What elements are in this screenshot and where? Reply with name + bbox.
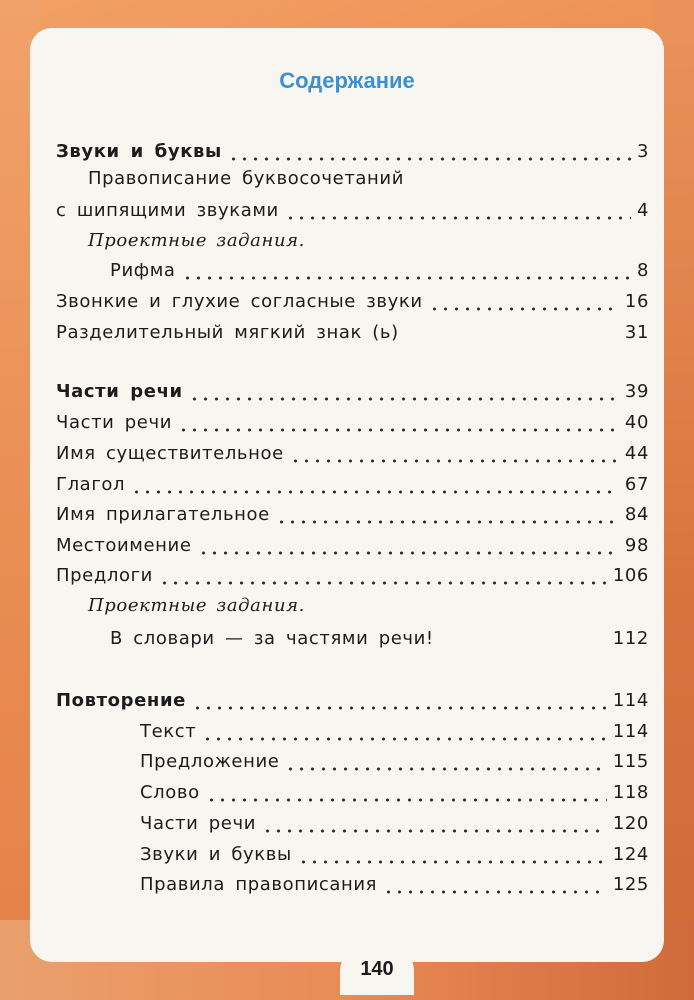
toc-entry-page: 125 — [612, 874, 649, 895]
toc-entry-page: 8 — [636, 260, 649, 281]
toc-entry[interactable] — [140, 809, 649, 837]
toc-entry-page: 114 — [612, 721, 649, 742]
toc-entry[interactable] — [56, 408, 649, 436]
toc-entry[interactable] — [56, 686, 649, 714]
leader-dots — [285, 751, 606, 771]
toc-entry[interactable] — [140, 778, 649, 806]
leader-dots — [159, 565, 607, 585]
toc-entry-title: Имя существительное — [56, 443, 284, 464]
toc-entry-title: Глагол — [56, 474, 126, 495]
toc-entry[interactable] — [56, 561, 649, 589]
toc-entry-title: Части речи — [56, 381, 183, 402]
leader-dots — [298, 844, 607, 864]
toc-entry[interactable] — [140, 717, 649, 745]
toc-entry[interactable] — [56, 531, 649, 559]
toc-entry-title: Звуки и буквы — [56, 141, 222, 162]
toc-entry[interactable] — [56, 470, 649, 498]
page-number: 140 — [340, 947, 414, 995]
toc-entry-page: 118 — [612, 782, 649, 803]
toc-entry-page: 112 — [612, 628, 649, 649]
toc-entry-title: Предлоги — [56, 565, 153, 586]
toc-entry-title: Звуки и буквы — [140, 844, 292, 865]
leader-dots — [198, 535, 619, 555]
toc-entry-page: 114 — [612, 690, 649, 711]
toc-entry-title: Рифма — [110, 260, 176, 281]
leader-dots — [192, 690, 607, 710]
leader-dots — [383, 874, 607, 894]
toc-entry-page: 98 — [624, 535, 649, 556]
toc-entry-title: Правила правописания — [140, 874, 378, 895]
toc-entry-title: Звонкие и глухие согласные звуки — [56, 291, 423, 312]
toc-entry[interactable] — [110, 256, 649, 284]
leader-dots — [189, 381, 619, 401]
toc-entry-title: Правописание буквосочетаний — [88, 168, 405, 189]
leader-space — [405, 322, 619, 342]
toc-entry-page: 120 — [612, 813, 649, 834]
toc-entry[interactable] — [56, 318, 649, 346]
toc-entry-page: 67 — [624, 474, 649, 495]
toc-entry-page: 39 — [624, 381, 649, 402]
toc-entry[interactable] — [56, 439, 649, 467]
toc-entry-title: Местоимение — [56, 535, 192, 556]
toc-entry-page: 84 — [624, 504, 649, 525]
leader-dots — [206, 782, 607, 802]
leader-dots — [285, 200, 631, 220]
leader-dots — [276, 504, 619, 524]
leader-dots — [202, 721, 607, 741]
toc-entry-page: 16 — [624, 291, 649, 312]
project-heading: Проектные задания. — [88, 595, 305, 616]
toc-entry-page: 124 — [612, 844, 649, 865]
toc-entry-title: с шипящими звуками — [56, 200, 279, 221]
project-heading: Проектные задания. — [88, 230, 305, 251]
toc-entry-title: Слово — [140, 782, 200, 803]
page-title: Содержание — [279, 68, 415, 93]
leader-dots — [228, 141, 631, 161]
leader-dots — [178, 412, 619, 432]
toc-entry[interactable] — [56, 137, 649, 165]
toc-entry-title: Имя прилагательное — [56, 504, 270, 525]
leader-dots — [131, 474, 619, 494]
toc-entry-title: Повторение — [56, 690, 186, 711]
toc-entry-title: Части речи — [140, 813, 257, 834]
toc-entry-page: 40 — [624, 412, 649, 433]
leader-dots — [429, 291, 619, 311]
toc-entry[interactable] — [56, 500, 649, 528]
leader-dots — [262, 813, 607, 833]
leader-dots — [182, 260, 631, 280]
toc-entry-page: 3 — [636, 141, 649, 162]
toc-entry[interactable] — [140, 870, 649, 898]
toc-entry[interactable] — [56, 377, 649, 405]
toc-entry-page: 115 — [612, 751, 649, 772]
toc-entry[interactable] — [110, 624, 649, 652]
toc-entry[interactable] — [56, 196, 649, 224]
toc-entry-page: 106 — [612, 565, 649, 586]
toc-entry-title: Предложение — [140, 751, 280, 772]
toc-entry[interactable] — [140, 840, 649, 868]
toc-entry-title: Текст — [140, 721, 197, 742]
toc-entry-title: В словари — за частями речи! — [110, 628, 434, 649]
toc-entry[interactable] — [140, 747, 649, 775]
toc-entry-page: 31 — [624, 322, 649, 343]
toc-entry-page: 4 — [636, 200, 649, 221]
toc-entry-title: Разделительный мягкий знак (ь) — [56, 322, 399, 343]
toc-entry[interactable] — [56, 287, 649, 315]
leader-dots — [290, 443, 619, 463]
toc-entry-page: 44 — [624, 443, 649, 464]
toc-entry-title: Части речи — [56, 412, 173, 433]
leader-space — [440, 628, 607, 648]
